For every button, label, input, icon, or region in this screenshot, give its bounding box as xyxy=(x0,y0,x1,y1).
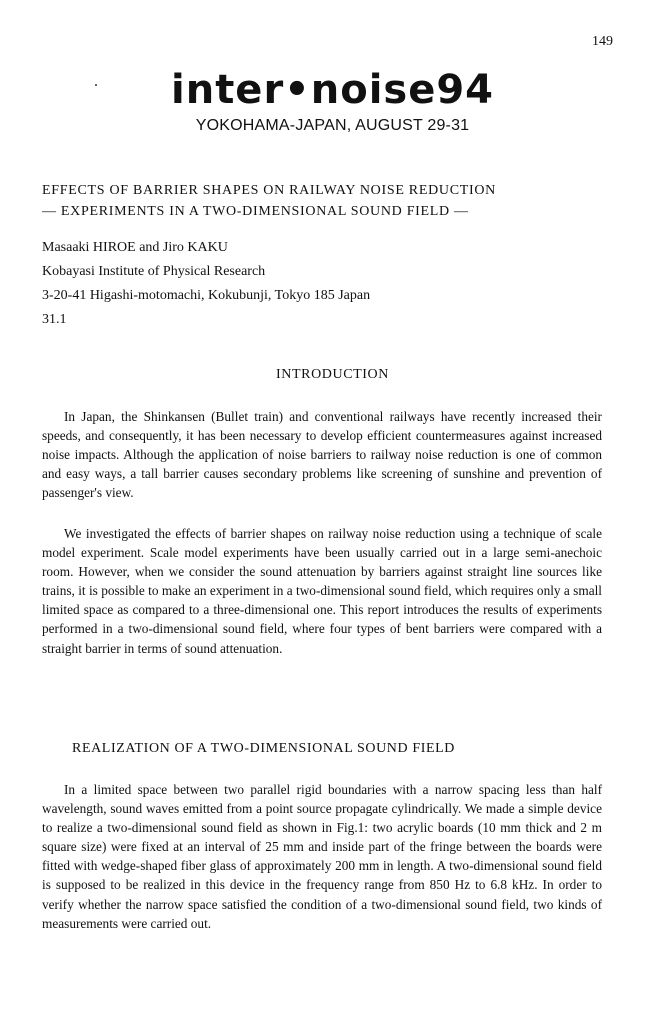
page-number: 149 xyxy=(592,34,613,49)
paper-title xyxy=(42,180,642,222)
realization-paragraph-1: In a limited space between two parallel rigid boundaries with a narrow spacing less than half wavelength, sound waves emitted from a point source propagate cylindrically. We made a simple device to realize a two-dimensional sound field as shown in Fig.1: two acrylic boards (10 mm thick and 2 m square size) were fixed at an interval of 25 mm and inside part of the fringe between the boards were fitted with wedge-shaped fiber glass of approximately 200 mm in length. A two-dimensional sound field is supposed to be realized in this device in the frequency range from 850 Hz to 6.8 kHz. In order to verify whether the narrow space satisfied the condition of a two-dimensional sound field, two kinds of measurements were carried out. xyxy=(42,782,602,931)
title-line-1: EFFECTS OF BARRIER SHAPES ON RAILWAY NOISE REDUCTION xyxy=(42,183,496,198)
address: 3-20-41 Higashi-motomachi, Kokubunji, Tokyo 185 Japan xyxy=(42,288,371,303)
affiliation: Kobayasi Institute of Physical Research xyxy=(42,264,266,279)
intro-paragraph-1: In Japan, the Shinkansen (Bullet train) and conventional railways have recently increased their speeds, and consequently, it has been necessary to develop efficient countermeasures against increased noise impacts. Although the application of noise barriers to railway noise reduction is one of common and easy ways, a tall barrier causes secondary problems like screening of sunshine and prevention of passenger's view. xyxy=(42,409,602,501)
conference-logo: inter•noise94 xyxy=(171,67,494,113)
section-heading-introduction: INTRODUCTION xyxy=(276,367,389,382)
authors: Masaaki HIROE and Jiro KAKU xyxy=(42,240,228,255)
conference-location: YOKOHAMA-JAPAN, AUGUST 29-31 xyxy=(195,117,470,134)
section-heading-realization: REALIZATION OF A TWO-DIMENSIONAL SOUND FIELD xyxy=(72,741,455,756)
intro-paragraph-2: We investigated the effects of barrier shapes on railway noise reduction using a technique of scale model experiment. Scale model experiments have been usually carried out in a large semi-anechoic room. However, when we consider the sound attenuation by barriers against straight line sources like trains, it is possible to make an experiment in a two-dimensional sound field, which requires only a small limited space as compared to a three-dimensional one. This report introduces the results of experiments performed in a two-dimensional sound field, where four types of bent barriers were compared with a straight barrier in terms of sound attenuation. xyxy=(42,526,602,656)
author-block xyxy=(42,236,642,332)
title-line-2: — EXPERIMENTS IN A TWO-DIMENSIONAL SOUND FIELD — xyxy=(42,204,469,219)
paper-code: 31.1 xyxy=(42,312,67,327)
